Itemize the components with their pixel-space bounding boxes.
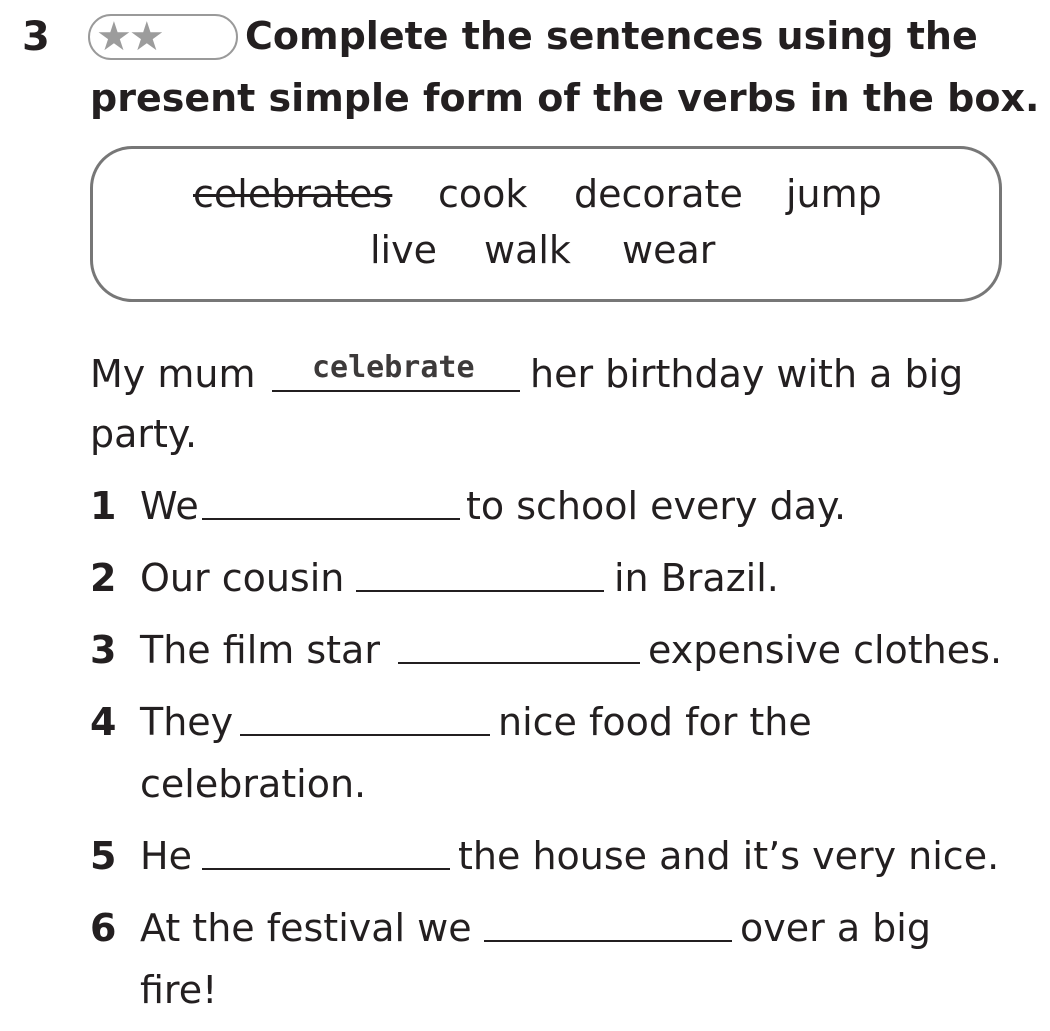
item-1-before: We — [140, 484, 199, 528]
item-2-after: in Brazil. — [614, 556, 779, 600]
example-answer: celebrate — [312, 350, 475, 385]
instruction-line-2: present simple form of the verbs in the box. — [90, 76, 1040, 120]
item-5-after: the house and it’s very nice. — [458, 834, 1000, 878]
item-6-before: At the festival we — [140, 906, 472, 950]
item-6-answer-blank[interactable] — [484, 940, 732, 942]
example-answer-line — [272, 390, 520, 392]
example-continuation: party. — [90, 412, 198, 456]
item-2-before: Our cousin — [140, 556, 345, 600]
item-4-continuation: celebration. — [140, 762, 367, 806]
item-2-number: 2 — [90, 556, 117, 600]
item-4-answer-blank[interactable] — [240, 734, 490, 736]
word-walk: walk — [484, 228, 571, 272]
star-icon: ★★ — [96, 14, 162, 60]
item-6-after: over a big — [740, 906, 931, 950]
item-1-number: 1 — [90, 484, 117, 528]
item-6-number: 6 — [90, 906, 117, 950]
word-wear: wear — [622, 228, 716, 272]
item-5-before: He — [140, 834, 192, 878]
item-3-answer-blank[interactable] — [398, 662, 640, 664]
instruction-line-1: Complete the sentences using the — [245, 14, 978, 58]
item-4-before: They — [140, 700, 234, 744]
word-live: live — [370, 228, 437, 272]
item-4-number: 4 — [90, 700, 117, 744]
word-box — [90, 146, 1002, 302]
item-2-answer-blank[interactable] — [356, 590, 604, 592]
word-jump: jump — [786, 172, 882, 216]
item-3-before: The film star — [140, 628, 380, 672]
item-5-number: 5 — [90, 834, 117, 878]
item-3-after: expensive clothes. — [648, 628, 1003, 672]
exercise-number: 3 — [22, 14, 50, 60]
word-celebrates: celebrates — [193, 172, 393, 216]
item-3-number: 3 — [90, 628, 117, 672]
item-5-answer-blank[interactable] — [202, 868, 450, 870]
difficulty-badge — [88, 14, 238, 60]
item-6-continuation: fire! — [140, 968, 218, 1012]
item-1-answer-blank[interactable] — [202, 518, 460, 520]
example-after: her birthday with a big — [530, 352, 964, 396]
word-decorate: decorate — [574, 172, 743, 216]
word-cook: cook — [438, 172, 528, 216]
item-1-after: to school every day. — [466, 484, 847, 528]
item-4-after: nice food for the — [498, 700, 812, 744]
example-before: My mum — [90, 352, 256, 396]
